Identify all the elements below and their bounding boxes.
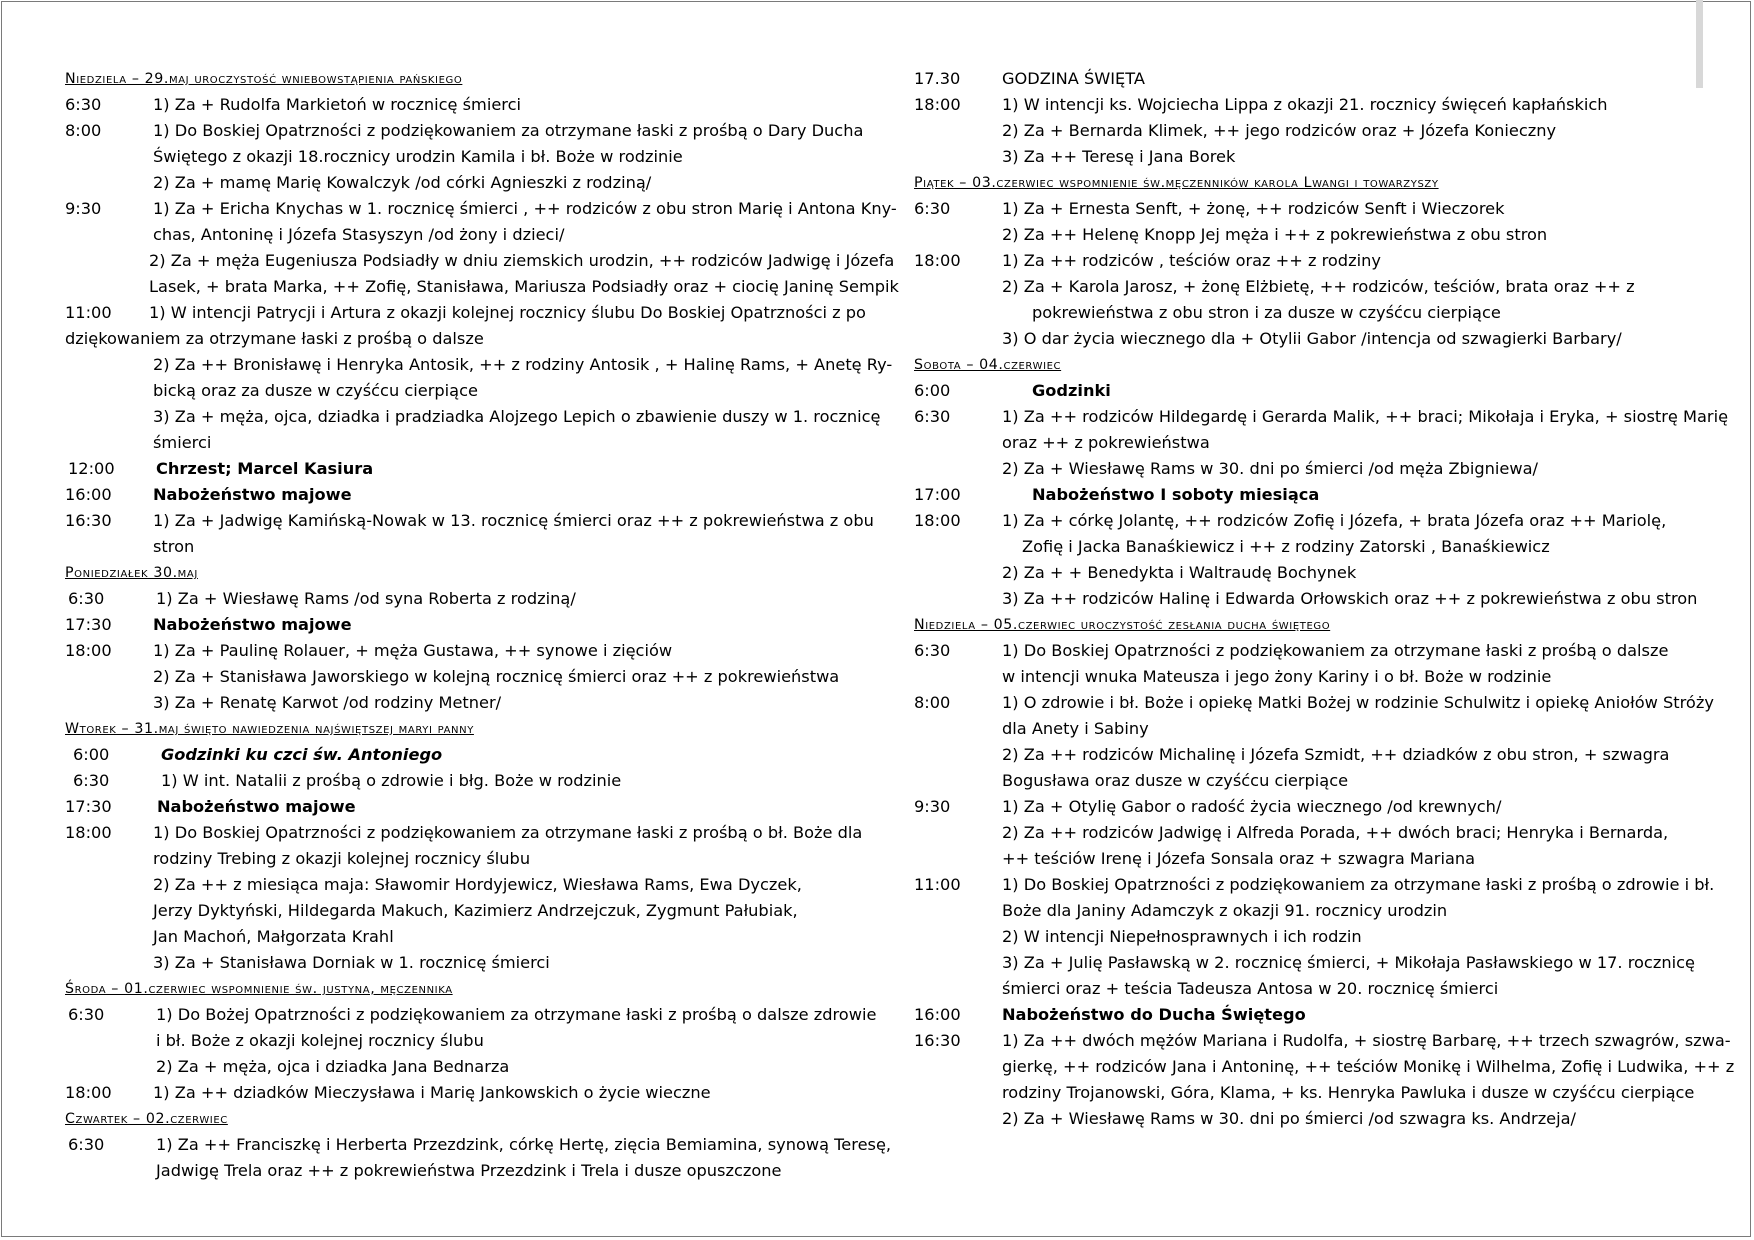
intention-line: Boże dla Janiny Adamczyk z okazji 91. rocznicy urodzin	[1002, 901, 1448, 920]
intention-list	[1002, 248, 1694, 352]
day-header: Poniedziałek 30.maj	[65, 565, 198, 581]
intention-line: 2) Za + Stanisława Jaworskiego w kolejną rocznicę śmierci oraz ++ z pokrewieństwa	[153, 667, 840, 686]
intention-line: 2) Za + mamę Marię Kowalczyk /od córki Agnieszki z rodziną/	[153, 173, 652, 192]
intention-line: 1) Za ++ rodziców Hildegardę i Gerarda Malik, ++ braci; Mikołaja i Eryka, + siostrę Marię	[1002, 407, 1729, 426]
intention-list	[153, 638, 845, 716]
mass-entry	[914, 378, 1694, 404]
mass-time: 6:30	[68, 1135, 105, 1154]
intention-list	[1002, 1002, 1694, 1028]
mass-time: 16:30	[65, 511, 112, 530]
intention-line: 2) Za ++ rodziców Michalinę i Józefa Szmidt, ++ dziadków z obu stron, + szwagra	[1002, 745, 1670, 764]
day-header: Sobota – 04.czerwiec	[914, 357, 1062, 373]
intention-line: dla Anety i Sabiny	[1002, 719, 1149, 738]
intention-line: 2) Za + męża Eugeniusza Podsiadły w dniu ziemskich urodzin, ++ rodziców Jadwigę i Józefa	[149, 251, 895, 270]
mass-time: 6:30	[914, 641, 951, 660]
mass-entry	[65, 1080, 845, 1106]
intention-list	[1002, 196, 1694, 248]
intention-list	[1002, 92, 1694, 170]
intention-list	[156, 1132, 891, 1184]
intention-line: stron	[153, 537, 195, 556]
intention-line: Nabożeństwo majowe	[157, 797, 356, 816]
intention-line: 2) Za ++ Helenę Knopp Jej męża i ++ z pokrewieństwa z obu stron	[1002, 225, 1548, 244]
mass-entry	[914, 196, 1694, 248]
intention-list	[149, 196, 899, 300]
intention-list	[153, 482, 845, 508]
mass-entry	[914, 482, 1694, 508]
intention-line: rodziny Trojanowski, Góra, Klama, + ks. Henryka Pawluka i dusze w czyśćcu cierpiące	[1002, 1083, 1695, 1102]
mass-time: 16:00	[914, 1005, 961, 1024]
intention-line: 2) Za ++ Bronisławę i Henryka Antosik, ++ z rodziny Antosik , + Halinę Rams, + Anetę Ry-	[153, 355, 893, 374]
intention-list	[156, 586, 845, 612]
mass-entry	[65, 196, 899, 300]
intention-line: Jan Machoń, Małgorzata Krahl	[153, 927, 394, 946]
intention-line: chas, Antoninę i Józefa Stasyszyn /od żony i dzieci/	[153, 225, 565, 244]
mass-entry	[65, 612, 845, 638]
intention-line: Bogusława oraz dusze w czyśćcu cierpiące	[1002, 771, 1349, 790]
intention-line: 2) Za ++ rodziców Jadwigę i Alfreda Porada, ++ dwóch braci; Henryka i Bernarda,	[1002, 823, 1669, 842]
intention-line: 1) Za + Otylię Gabor o radość życia wiecznego /od krewnych/	[1002, 797, 1502, 816]
intention-line: 2) Za + Wiesławę Rams w 30. dni po śmierci /od męża Zbigniewa/	[1002, 459, 1538, 478]
mass-time: 9:30	[65, 199, 102, 218]
intention-line: 1) Do Boskiej Opatrzności z podziękowaniem za otrzymane łaski z prośbą o bł. Boże dla	[153, 823, 863, 842]
intention-line: Godzinki	[1032, 381, 1111, 400]
mass-time: 18:00	[914, 251, 961, 270]
mass-time: 6:30	[65, 95, 102, 114]
intention-line: Jerzy Dyktyński, Hildegarda Makuch, Kazimierz Andrzejczuk, Zygmunt Pałubiak,	[153, 901, 798, 920]
intention-line: Godzinki ku czci św. Antoniego	[161, 745, 443, 764]
intention-list	[153, 794, 845, 820]
intention-line: 3) Za + Stanisława Dorniak w 1. rocznicę śmierci	[153, 953, 550, 972]
intention-list	[153, 508, 874, 560]
intention-line: rodziny Trebing z okazji kolejnej rocznicy ślubu	[153, 849, 531, 868]
intention-line: Chrzest; Marcel Kasiura	[156, 459, 374, 478]
day-header: Niedziela – 05.czerwiec uroczystość zesłania ducha świętego	[914, 617, 1331, 633]
intention-list	[153, 1080, 845, 1106]
intention-line: ++ teściów Irenę i Józefa Sonsala oraz + szwagra Mariana	[1002, 849, 1476, 868]
intention-list	[1002, 794, 1694, 872]
intention-list	[1002, 638, 1694, 690]
mass-entry	[914, 508, 1698, 612]
intention-line: Zofię i Jacka Banaśkiewicz i ++ z rodziny Zatorski , Banaśkiewicz	[1022, 537, 1550, 556]
mass-entry	[914, 1002, 1694, 1028]
mass-entry	[65, 482, 845, 508]
mass-entry	[65, 586, 845, 612]
intention-line: 1) Do Boskiej Opatrzności z podziękowaniem za otrzymane łaski z prośbą o zdrowie i bł.	[1002, 875, 1715, 894]
intention-line: Jadwigę Trela oraz ++ z pokrewieństwa Przezdzink i Trela i dusze opuszczone	[156, 1161, 782, 1180]
intention-line: 1) Za + Ericha Knychas w 1. rocznicę śmierci , ++ rodziców z obu stron Marię i Antona Kny-	[153, 199, 897, 218]
mass-time: 18:00	[914, 95, 961, 114]
mass-time: 6:00	[914, 381, 951, 400]
intention-line: 1) Do Boskiej Opatrzności z podziękowaniem za otrzymane łaski z prośbą o Dary Ducha	[153, 121, 864, 140]
mass-time: 6:30	[68, 1005, 105, 1024]
intention-list	[1002, 66, 1694, 92]
intention-line: GODZINA ŚWIĘTA	[1002, 69, 1145, 88]
intention-line: Nabożeństwo do Ducha Świętego	[1002, 1005, 1306, 1024]
intention-line: oraz ++ z pokrewieństwa	[1002, 433, 1210, 452]
intention-line: i bł. Boże z okazji kolejnej rocznicy ślubu	[156, 1031, 484, 1050]
intention-line: 1) Do Boskiej Opatrzności z podziękowaniem za otrzymane łaski z prośbą o dalsze	[1002, 641, 1669, 660]
intention-line: 2) Za + + Benedykta i Waltraudę Bochynek	[1002, 563, 1357, 582]
intention-line: 2) W intencji Niepełnosprawnych i ich rodzin	[1002, 927, 1362, 946]
intention-line: 1) Do Bożej Opatrzności z podziękowaniem za otrzymane łaski z prośbą o dalsze zdrowie	[156, 1005, 877, 1024]
mass-time: 6:00	[73, 745, 110, 764]
mass-time: 18:00	[914, 511, 961, 530]
intention-list	[1002, 872, 1714, 1002]
intention-line: 3) Za + Julię Pasławską w 2. rocznicę śmierci, + Mikołaja Pasławskiego w 17. rocznicę	[1002, 953, 1695, 972]
mass-entry	[914, 638, 1694, 690]
mass-time: 8:00	[914, 693, 951, 712]
mass-time: 17:30	[65, 615, 112, 634]
mass-time: 18:00	[65, 641, 112, 660]
mass-entry	[65, 1132, 892, 1184]
intention-list	[1002, 690, 1714, 794]
intention-line: dziękowaniem za otrzymane łaski z prośbą o dalsze	[65, 329, 484, 348]
day-header: Czwartek – 02.czerwiec	[65, 1111, 228, 1127]
mass-entry	[65, 1002, 877, 1080]
intention-line: 2) Za + męża, ojca i dziadka Jana Bednarza	[156, 1057, 510, 1076]
mass-entry	[914, 872, 1715, 1002]
mass-entry	[65, 794, 845, 820]
mass-entry	[65, 508, 874, 560]
intention-line: 3) Za + Renatę Karwot /od rodziny Metner/	[153, 693, 502, 712]
intention-line: 3) Za ++ Teresę i Jana Borek	[1002, 147, 1236, 166]
mass-time: 6:30	[73, 771, 110, 790]
intention-list	[153, 820, 862, 976]
intention-list	[153, 118, 863, 196]
mass-entry	[65, 742, 845, 768]
intention-line: 2) Za + Wiesławę Rams w 30. dni po śmierci /od szwagra ks. Andrzeja/	[1002, 1109, 1577, 1128]
mass-time: 18:00	[65, 823, 112, 842]
intention-line: 1) Za + Ernesta Senft, + żonę, ++ rodziców Senft i Wieczorek	[1002, 199, 1505, 218]
right-column	[914, 66, 1735, 1132]
mass-time: 18:00	[65, 1083, 112, 1102]
intention-line: 3) O dar życia wiecznego dla + Otylii Gabor /intencja od szwagierki Barbary/	[1002, 329, 1622, 348]
mass-time: 16:00	[65, 485, 112, 504]
intention-line: 3) Za ++ rodziców Halinę i Edwarda Orłowskich oraz ++ z pokrewieństwa z obu stron	[1002, 589, 1698, 608]
mass-time: 6:30	[914, 199, 951, 218]
intention-line: 1) W int. Natalii z prośbą o zdrowie i błg. Boże w rodzinie	[161, 771, 622, 790]
mass-time: 8:00	[65, 121, 102, 140]
intention-line: 1) Za + córkę Jolantę, ++ rodziców Zofię i Józefa, + brata Józefa oraz ++ Mariolę,	[1002, 511, 1667, 530]
mass-entry	[65, 92, 845, 118]
intention-line: 1) Za ++ Franciszkę i Herberta Przezdzink, córkę Hertę, zięcia Bemiamina, synową Teresę,	[156, 1135, 892, 1154]
scrollbar-thumb[interactable]	[1696, 0, 1703, 88]
intention-line: Nabożeństwo majowe	[153, 615, 352, 634]
intention-line: 2) Za ++ z miesiąca maja: Sławomir Hordyjewicz, Wiesława Rams, Ewa Dyczek,	[153, 875, 802, 894]
mass-time: 17:30	[65, 797, 112, 816]
intention-list	[156, 1002, 876, 1080]
intention-line: 1) Za ++ dziadków Mieczysława i Marię Jankowskich o życie wieczne	[153, 1083, 711, 1102]
intention-line: w intencji wnuka Mateusza i jego żony Kariny i o bł. Boże w rodzinie	[1002, 667, 1552, 686]
mass-entry	[65, 768, 845, 794]
intention-list	[153, 92, 845, 118]
mass-time: 17:00	[914, 485, 961, 504]
intention-line: pokrewieństwa z obu stron i za dusze w czyśćcu cierpiące	[1032, 303, 1501, 322]
day-header: Wtorek – 31.maj święto nawiedzenia najświętszej maryi panny	[65, 721, 474, 737]
mass-time: 11:00	[65, 303, 112, 322]
intention-line: bicką oraz za dusze w czyśćcu cierpiące	[153, 381, 478, 400]
mass-entry	[65, 300, 893, 456]
day-header: Środa – 01.czerwiec wspomnienie św. justyna, męczennika	[65, 981, 453, 997]
mass-entry	[914, 248, 1694, 352]
mass-time: 9:30	[914, 797, 951, 816]
intention-list	[1002, 1028, 1734, 1132]
intention-list	[156, 456, 845, 482]
intention-line: śmierci	[153, 433, 212, 452]
intention-line: Świętego z okazji 18.rocznicy urodzin Kamila i bł. Boże w rodzinie	[153, 147, 683, 166]
mass-time: 6:30	[68, 589, 105, 608]
mass-entry	[914, 690, 1714, 794]
mass-time: 12:00	[68, 459, 115, 478]
intention-list	[153, 612, 845, 638]
intention-line: 1) Za ++ dwóch mężów Mariana i Rudolfa, + siostrę Barbarę, ++ trzech szwagrów, szwa-	[1002, 1031, 1731, 1050]
intention-line: 1) Za + Rudolfa Markietoń w rocznicę śmierci	[153, 95, 521, 114]
intention-line: Lasek, + brata Marka, ++ Zofię, Stanisława, Mariusza Podsiadły oraz + ciocię Janinę Sempik	[149, 277, 899, 296]
mass-entry	[65, 456, 845, 482]
intention-line: 1) W intencji ks. Wojciecha Lippa z okazji 21. rocznicy święceń kapłańskich	[1002, 95, 1608, 114]
intention-line: śmierci oraz + teścia Tadeusza Antosa w 20. rocznicę śmierci	[1002, 979, 1499, 998]
intention-line: 1) Za + Wiesławę Rams /od syna Roberta z rodziną/	[156, 589, 576, 608]
mass-entry	[914, 1028, 1735, 1132]
intention-line: Nabożeństwo majowe	[153, 485, 352, 504]
intention-list	[161, 768, 845, 794]
intention-list	[1002, 404, 1728, 482]
mass-entry	[914, 66, 1694, 92]
intention-list	[1002, 378, 1694, 404]
intention-line: 2) Za + Bernarda Klimek, ++ jego rodziców oraz + Józefa Konieczny	[1002, 121, 1557, 140]
day-header: Piątek – 03.czerwiec wspomnienie św.męczenników karola Lwangi i towarzyszy	[914, 175, 1439, 191]
intention-line: gierkę, ++ rodziców Jana i Antoninę, ++ teściów Monikę i Wilhelma, Zofię i Ludwika, ++ z	[1002, 1057, 1735, 1076]
mass-entry	[65, 118, 864, 196]
mass-entry	[914, 794, 1694, 872]
mass-time: 17.30	[914, 69, 961, 88]
intention-line: 1) O zdrowie i bł. Boże i opiekę Matki Bożej w rodzinie Schulwitz i opiekę Aniołów Stróży	[1002, 693, 1714, 712]
mass-entry	[65, 638, 845, 716]
mass-entry	[65, 820, 863, 976]
mass-time: 11:00	[914, 875, 961, 894]
intention-list	[1002, 508, 1697, 612]
mass-entry	[914, 92, 1694, 170]
left-column	[65, 66, 899, 1184]
intention-list	[1002, 482, 1694, 508]
day-header: Niedziela – 29.maj uroczystość wniebowstąpienia pańskiego	[65, 71, 463, 87]
mass-entry	[914, 404, 1729, 482]
intention-line: 3) Za + męża, ojca, dziadka i pradziadka Alojzego Lepich o zbawienie duszy w 1. rocznicę	[153, 407, 881, 426]
intention-line: 1) W intencji Patrycji i Artura z okazji kolejnej rocznicy ślubu Do Boskiej Opatrzności z po	[149, 303, 866, 322]
mass-time: 6:30	[914, 407, 951, 426]
intention-line: 2) Za + Karola Jarosz, + żonę Elżbietę, ++ rodziców, teściów, brata oraz ++ z	[1002, 277, 1635, 296]
intention-line: 1) Za + Paulinę Rolauer, + męża Gustawa, ++ synowe i zięciów	[153, 641, 673, 660]
intention-list	[161, 742, 845, 768]
mass-time: 16:30	[914, 1031, 961, 1050]
intention-line: 1) Za ++ rodziców , teściów oraz ++ z rodziny	[1002, 251, 1381, 270]
intention-line: Nabożeństwo I soboty miesiąca	[1032, 485, 1320, 504]
intention-line: 1) Za + Jadwigę Kamińską-Nowak w 13. rocznicę śmierci oraz ++ z pokrewieństwa z obu	[153, 511, 874, 530]
